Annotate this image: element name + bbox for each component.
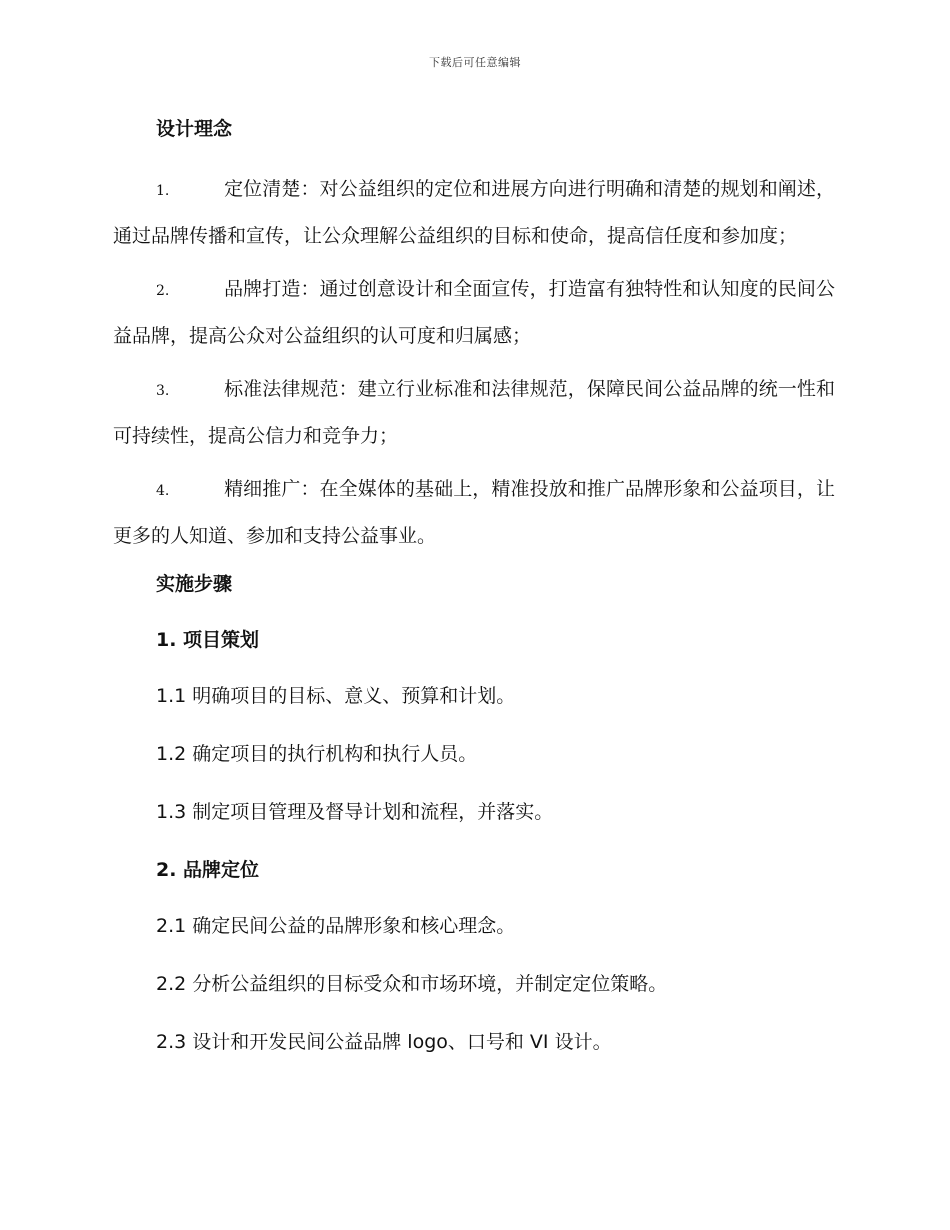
page-header: 下载后可任意编辑 [429, 56, 521, 69]
item-number: 1. [156, 183, 170, 199]
item-text: 品牌打造：通过创意设计和全面宣传，打造富有独特性和认知度的民间公益品牌，提高公众对公益组织的认可度和归属感； [113, 278, 835, 347]
step-item: 1.3 制定项目管理及督导计划和流程，并落实。 [156, 801, 554, 823]
item-text: 精细推广：在全媒体的基础上，精准投放和推广品牌形象和公益项目，让更多的人知道、参加和支持公益事业。 [113, 478, 835, 547]
design-item-2 [113, 267, 835, 359]
item-number: 3. [156, 383, 170, 399]
step-item: 2.3 设计和开发民间公益品牌 logo、口号和 VI 设计。 [156, 1031, 612, 1053]
design-item-3 [113, 367, 835, 459]
implementation-steps-heading: 实施步骤 [156, 573, 233, 595]
step-item: 1.2 确定项目的执行机构和执行人员。 [156, 743, 478, 765]
design-item-4 [113, 467, 835, 559]
step-item: 2.2 分析公益组织的目标受众和市场环境，并制定定位策略。 [156, 973, 668, 995]
document-body [113, 112, 835, 1083]
item-text: 定位清楚：对公益组织的定位和进展方向进行明确和清楚的规划和阐述，通过品牌传播和宣传，让公众理解公益组织的目标和使命，提高信任度和参加度； [113, 178, 835, 247]
section-brand-positioning-title: 2. 品牌定位 [156, 859, 260, 881]
step-item: 1.1 明确项目的目标、意义、预算和计划。 [156, 685, 516, 707]
item-number: 2. [156, 283, 170, 299]
section-project-planning-title: 1. 项目策划 [156, 629, 260, 651]
design-item-1 [113, 167, 835, 259]
item-text: 标准法律规范：建立行业标准和法律规范，保障民间公益品牌的统一性和可持续性，提高公信力和竞争力； [113, 378, 835, 447]
design-concept-heading: 设计理念 [156, 118, 233, 140]
item-number: 4. [156, 483, 170, 499]
step-item: 2.1 确定民间公益的品牌形象和核心理念。 [156, 915, 516, 937]
